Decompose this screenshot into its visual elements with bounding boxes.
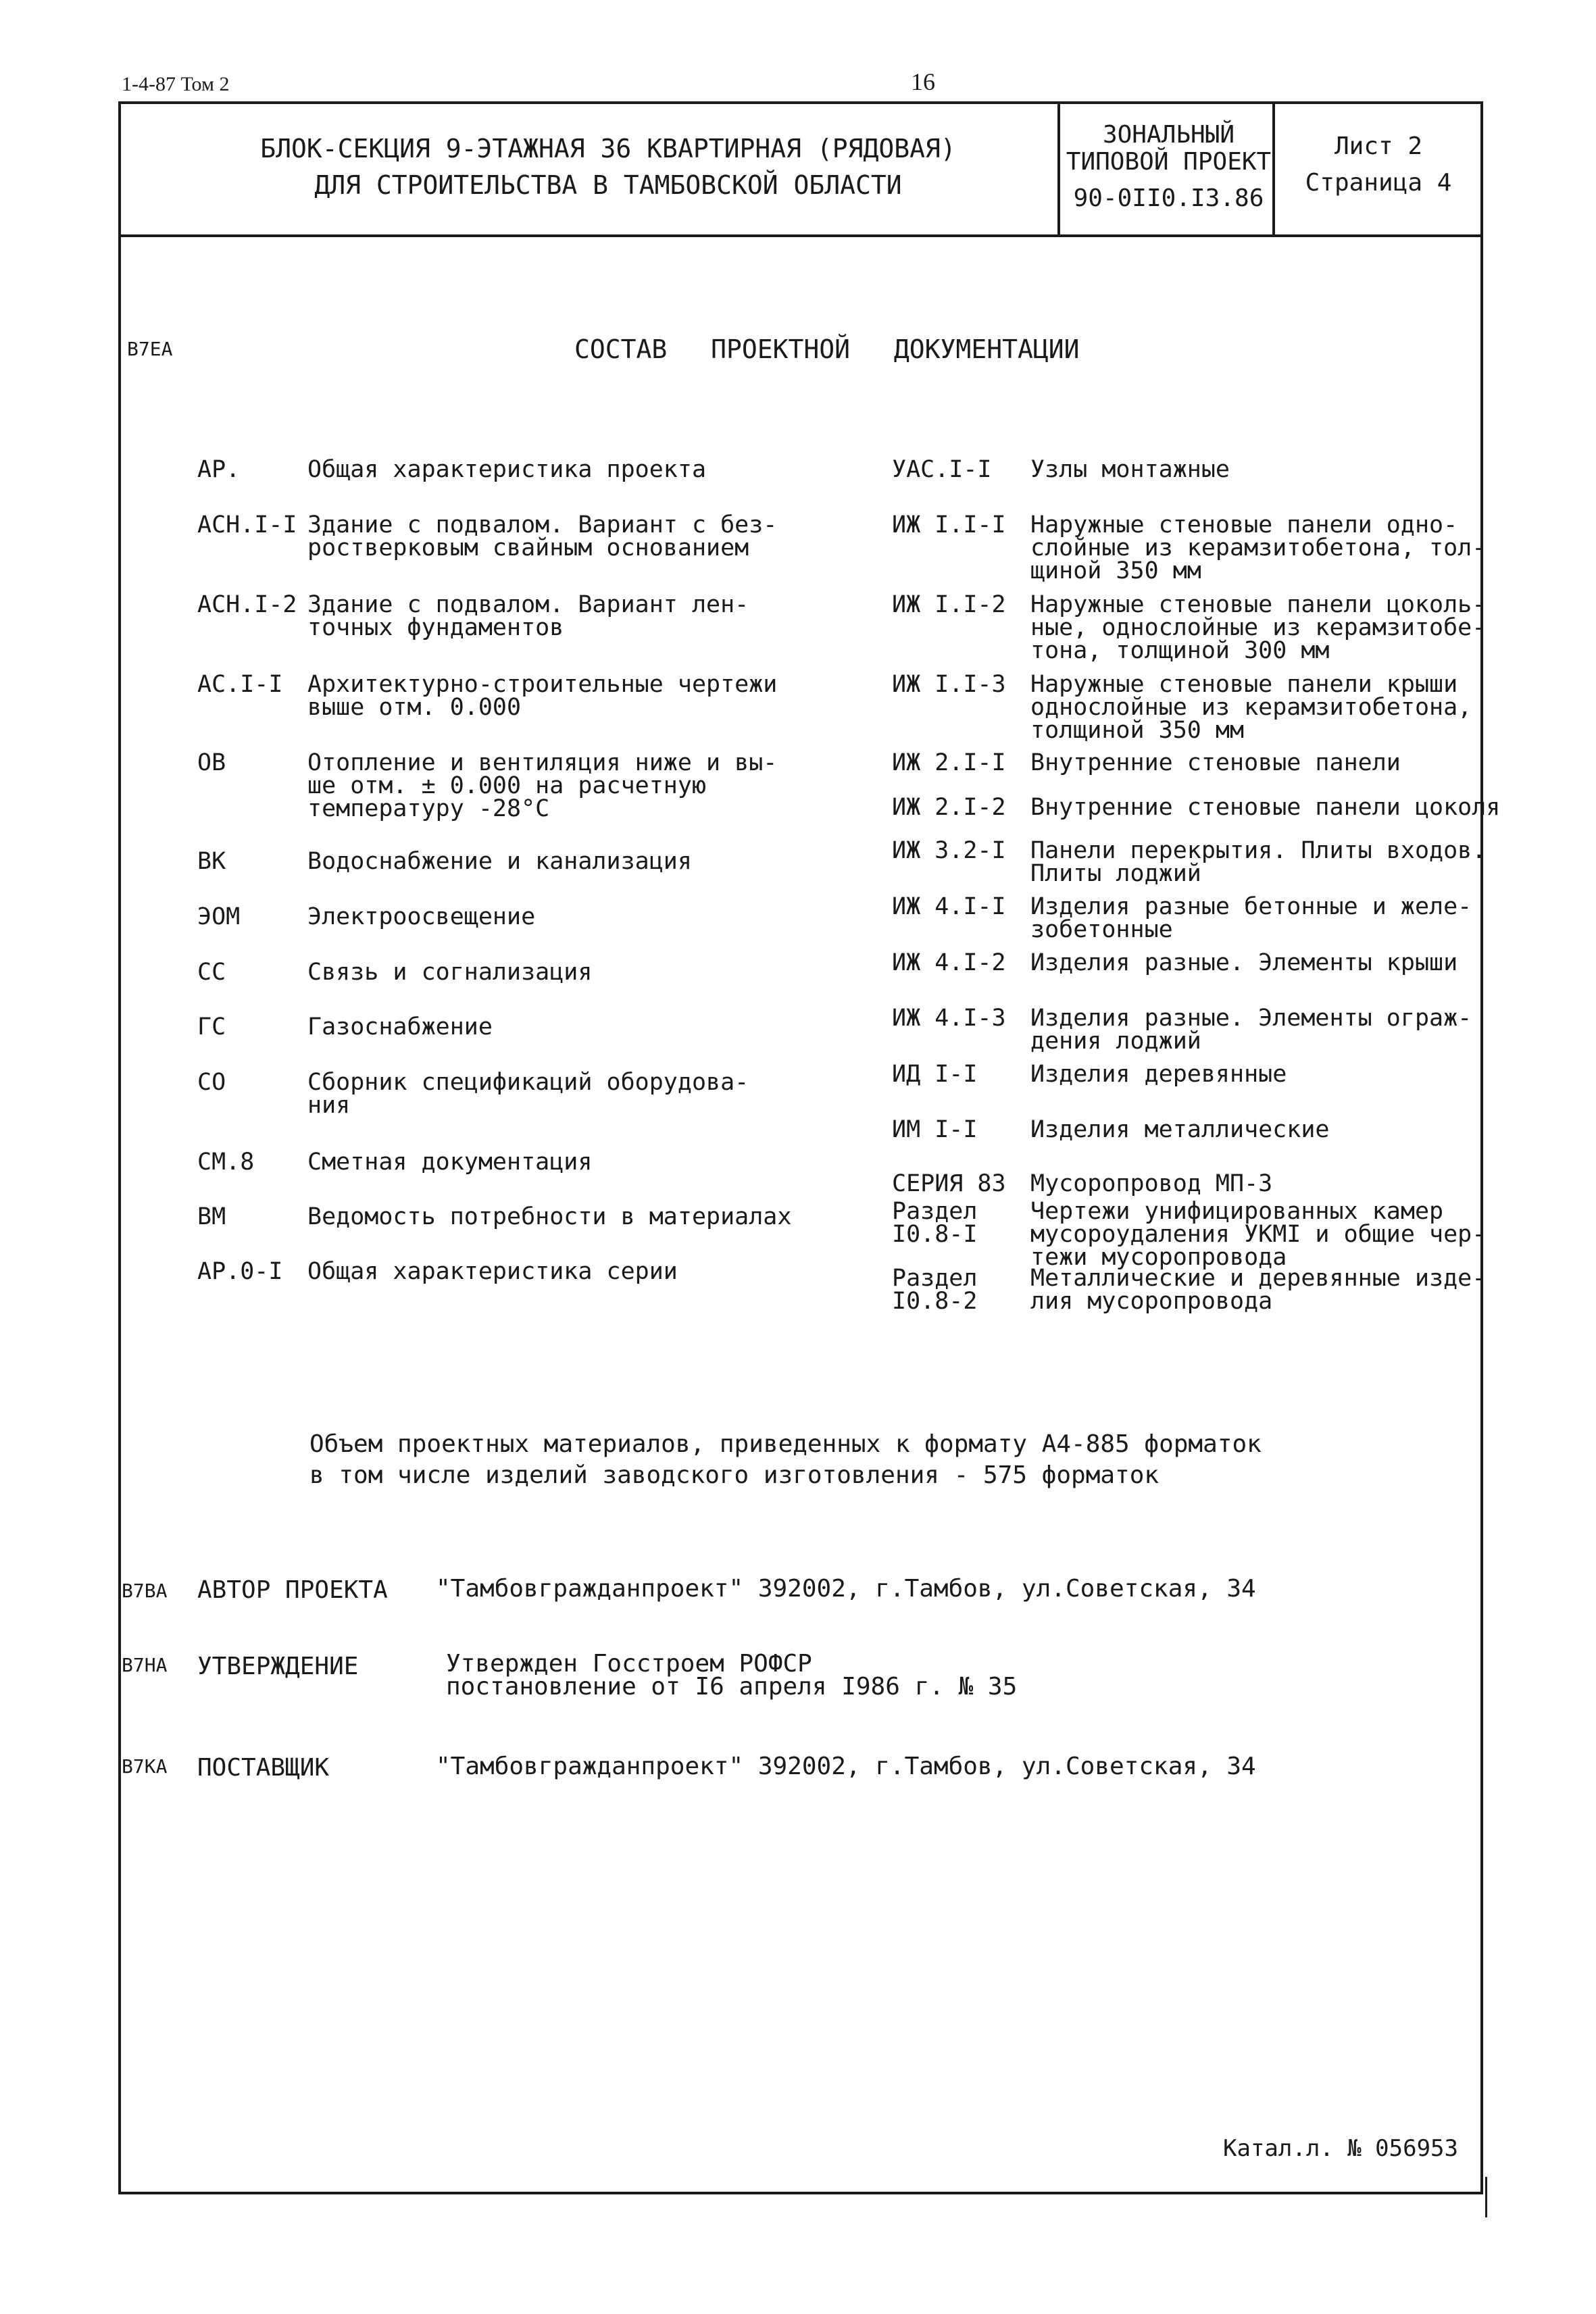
project-type-block xyxy=(1062,122,1275,212)
page-number: 16 xyxy=(911,68,935,95)
page-label: Страница 4 xyxy=(1305,169,1452,197)
left-doc-item-description: Здание с подвалом. Вариант с без- ростверковым свайным основанием xyxy=(307,511,778,561)
document-title xyxy=(253,130,963,203)
series-reference: 1-4-87 Том 2 xyxy=(122,73,230,95)
sheet-block xyxy=(1280,128,1476,201)
left-doc-item-description: Электроосвещение xyxy=(307,903,536,930)
right-doc-item-description: Изделия металлические xyxy=(1030,1116,1330,1143)
title-line-1: БЛОК-СЕКЦИЯ 9-ЭТАЖНАЯ 36 КВАРТИРНАЯ (РЯДОВАЯ) xyxy=(260,134,956,164)
left-doc-item-code: АСН.I-2 xyxy=(197,591,297,618)
frame-tick xyxy=(1485,2177,1487,2217)
supplier-code: В7КА xyxy=(122,1755,168,1778)
right-doc-item-code: УАС.I-I xyxy=(892,456,992,483)
project-type-line-1: ЗОНАЛЬНЫЙ xyxy=(1102,121,1235,149)
project-type-line-2: ТИПОВОЙ ПРОЕКТ xyxy=(1066,148,1272,176)
title-line-2: ДЛЯ СТРОИТЕЛЬСТВА В ТАМБОВСКОЙ ОБЛАСТИ xyxy=(314,170,902,200)
header-separator-1 xyxy=(1057,101,1060,234)
header-divider xyxy=(118,234,1483,237)
left-doc-item-code: АС.I-I xyxy=(197,671,283,698)
left-doc-item-code: ВК xyxy=(197,848,226,875)
approval-code: В7НА xyxy=(122,1654,168,1676)
right-doc-item-code: ИЖ I.I-3 xyxy=(892,671,1006,698)
section-heading: СОСТАВ ПРОЕКТНОЙ ДОКУМЕНТАЦИИ xyxy=(574,334,1080,364)
approval-label: УТВЕРЖДЕНИЕ xyxy=(197,1653,359,1680)
right-doc-item-description: Наружные стеновые панели крыши однослойные из керамзитобетона, толщиной 350 мм xyxy=(1030,671,1472,744)
left-doc-item-code: АР. xyxy=(197,456,241,483)
left-doc-item-code: ВМ xyxy=(197,1203,226,1230)
right-doc-item-code: ИЖ I.I-2 xyxy=(892,591,1006,618)
project-code: 90-0II0.I3.86 xyxy=(1073,184,1264,212)
right-doc-item-code: ИЖ 2.I-I xyxy=(892,749,1006,776)
left-doc-item-description: Ведомость потребности в материалах xyxy=(307,1203,792,1230)
section-code: В7ЕА xyxy=(127,338,173,360)
left-doc-item-code: АСН.I-I xyxy=(197,511,297,538)
right-doc-item-description: Изделия разные бетонные и желе- зобетонные xyxy=(1030,893,1472,943)
left-doc-item-code: ОВ xyxy=(197,749,226,776)
volume-line-2: в том числе изделий заводского изготовления - 575 форматок xyxy=(309,1461,1159,1489)
right-doc-item-code: ИЖ 4.I-I xyxy=(892,893,1006,920)
right-doc-item-code: ИД I-I xyxy=(892,1061,978,1088)
right-doc-item-description: Наружные стеновые панели цоколь- ные, однослойные из керамзитобе- тона, толщиной 300 мм xyxy=(1030,591,1487,664)
approval-value: Утвержден Госстроем РОФСР постановление от I6 апреля I986 г. № 35 xyxy=(446,1650,1018,1701)
catalog-number: Катал.л. № 056953 xyxy=(1223,2135,1458,2162)
right-doc-item-description: Металлические и деревянные изде- лия мусоропровода xyxy=(1030,1265,1487,1315)
right-doc-item-description: Мусоропровод МП-3 xyxy=(1030,1170,1273,1197)
right-doc-item-code: ИЖ 4.I-2 xyxy=(892,949,1006,976)
author-label: АВТОР ПРОЕКТА xyxy=(197,1576,388,1604)
left-doc-item-description: Здание с подвалом. Вариант лен- точных фундаментов xyxy=(307,591,749,641)
left-doc-item-description: Общая характеристика серии xyxy=(307,1258,678,1285)
left-doc-item-description: Архитектурно-строительные чертежи выше отм. 0.000 xyxy=(307,671,778,721)
volume-note xyxy=(309,1429,1262,1491)
left-doc-item-description: Газоснабжение xyxy=(307,1013,493,1040)
left-doc-item-description: Сметная документация xyxy=(307,1149,593,1176)
right-doc-item-description: Внутренние стеновые панели цоколя xyxy=(1030,794,1501,821)
right-doc-item-code: ИЖ I.I-I xyxy=(892,511,1006,538)
page-frame xyxy=(118,101,1483,2194)
left-doc-item-description: Водоснабжение и канализация xyxy=(307,848,692,875)
left-doc-item-code: АР.0-I xyxy=(197,1258,283,1285)
left-doc-item-code: СО xyxy=(197,1069,226,1096)
right-doc-item-code: СЕРИЯ 83 xyxy=(892,1170,1006,1197)
left-doc-item-description: Сборник спецификаций оборудова- ния xyxy=(307,1069,749,1119)
right-doc-item-description: Изделия разные. Элементы крыши xyxy=(1030,949,1458,976)
author-value: "Тамбовгражданпроект" 392002, г.Тамбов, ул.Советская, 34 xyxy=(436,1575,1256,1603)
right-doc-item-code: Раздел I0.8-2 xyxy=(892,1265,978,1315)
right-doc-item-code: ИЖ 2.I-2 xyxy=(892,794,1006,821)
supplier-value: "Тамбовгражданпроект" 392002, г.Тамбов, ул.Советская, 34 xyxy=(436,1753,1256,1780)
right-doc-item-description: Изделия разные. Элементы ограж- дения лоджий xyxy=(1030,1005,1472,1055)
right-doc-item-code: ИЖ 3.2-I xyxy=(892,837,1006,864)
left-doc-item-code: ЭОМ xyxy=(197,903,241,930)
left-doc-item-description: Отопление и вентиляция ниже и вы- ше отм. ± 0.000 на расчетную температуру -28°С xyxy=(307,749,778,822)
right-doc-item-code: ИМ I-I xyxy=(892,1116,978,1143)
supplier-label: ПОСТАВЩИК xyxy=(197,1754,330,1782)
left-doc-item-code: СМ.8 xyxy=(197,1149,255,1176)
right-doc-item-description: Узлы монтажные xyxy=(1030,456,1230,483)
left-doc-item-description: Связь и согнализация xyxy=(307,959,593,986)
left-doc-item-description: Общая характеристика проекта xyxy=(307,456,707,483)
volume-line-1: Объем проектных материалов, приведенных к формату А4-885 форматок xyxy=(309,1430,1262,1458)
sheet-label: Лист 2 xyxy=(1334,132,1423,160)
right-doc-item-code: ИЖ 4.I-3 xyxy=(892,1005,1006,1032)
right-doc-item-description: Наружные стеновые панели одно- слойные из керамзитобетона, тол- щиной 350 мм xyxy=(1030,511,1487,584)
right-doc-item-description: Внутренние стеновые панели xyxy=(1030,749,1401,776)
right-doc-item-description: Изделия деревянные xyxy=(1030,1061,1287,1088)
left-doc-item-code: СС xyxy=(197,959,226,986)
author-code: В7ВА xyxy=(122,1580,168,1602)
left-doc-item-code: ГС xyxy=(197,1013,226,1040)
right-doc-item-description: Панели перекрытия. Плиты входов. Плиты лоджий xyxy=(1030,837,1487,887)
right-doc-item-code: Раздел I0.8-I xyxy=(892,1198,978,1248)
right-doc-item-description: Чертежи унифицированных камер мусороудаления УКМI и общие чер- тежи мусоропровода xyxy=(1030,1198,1487,1271)
